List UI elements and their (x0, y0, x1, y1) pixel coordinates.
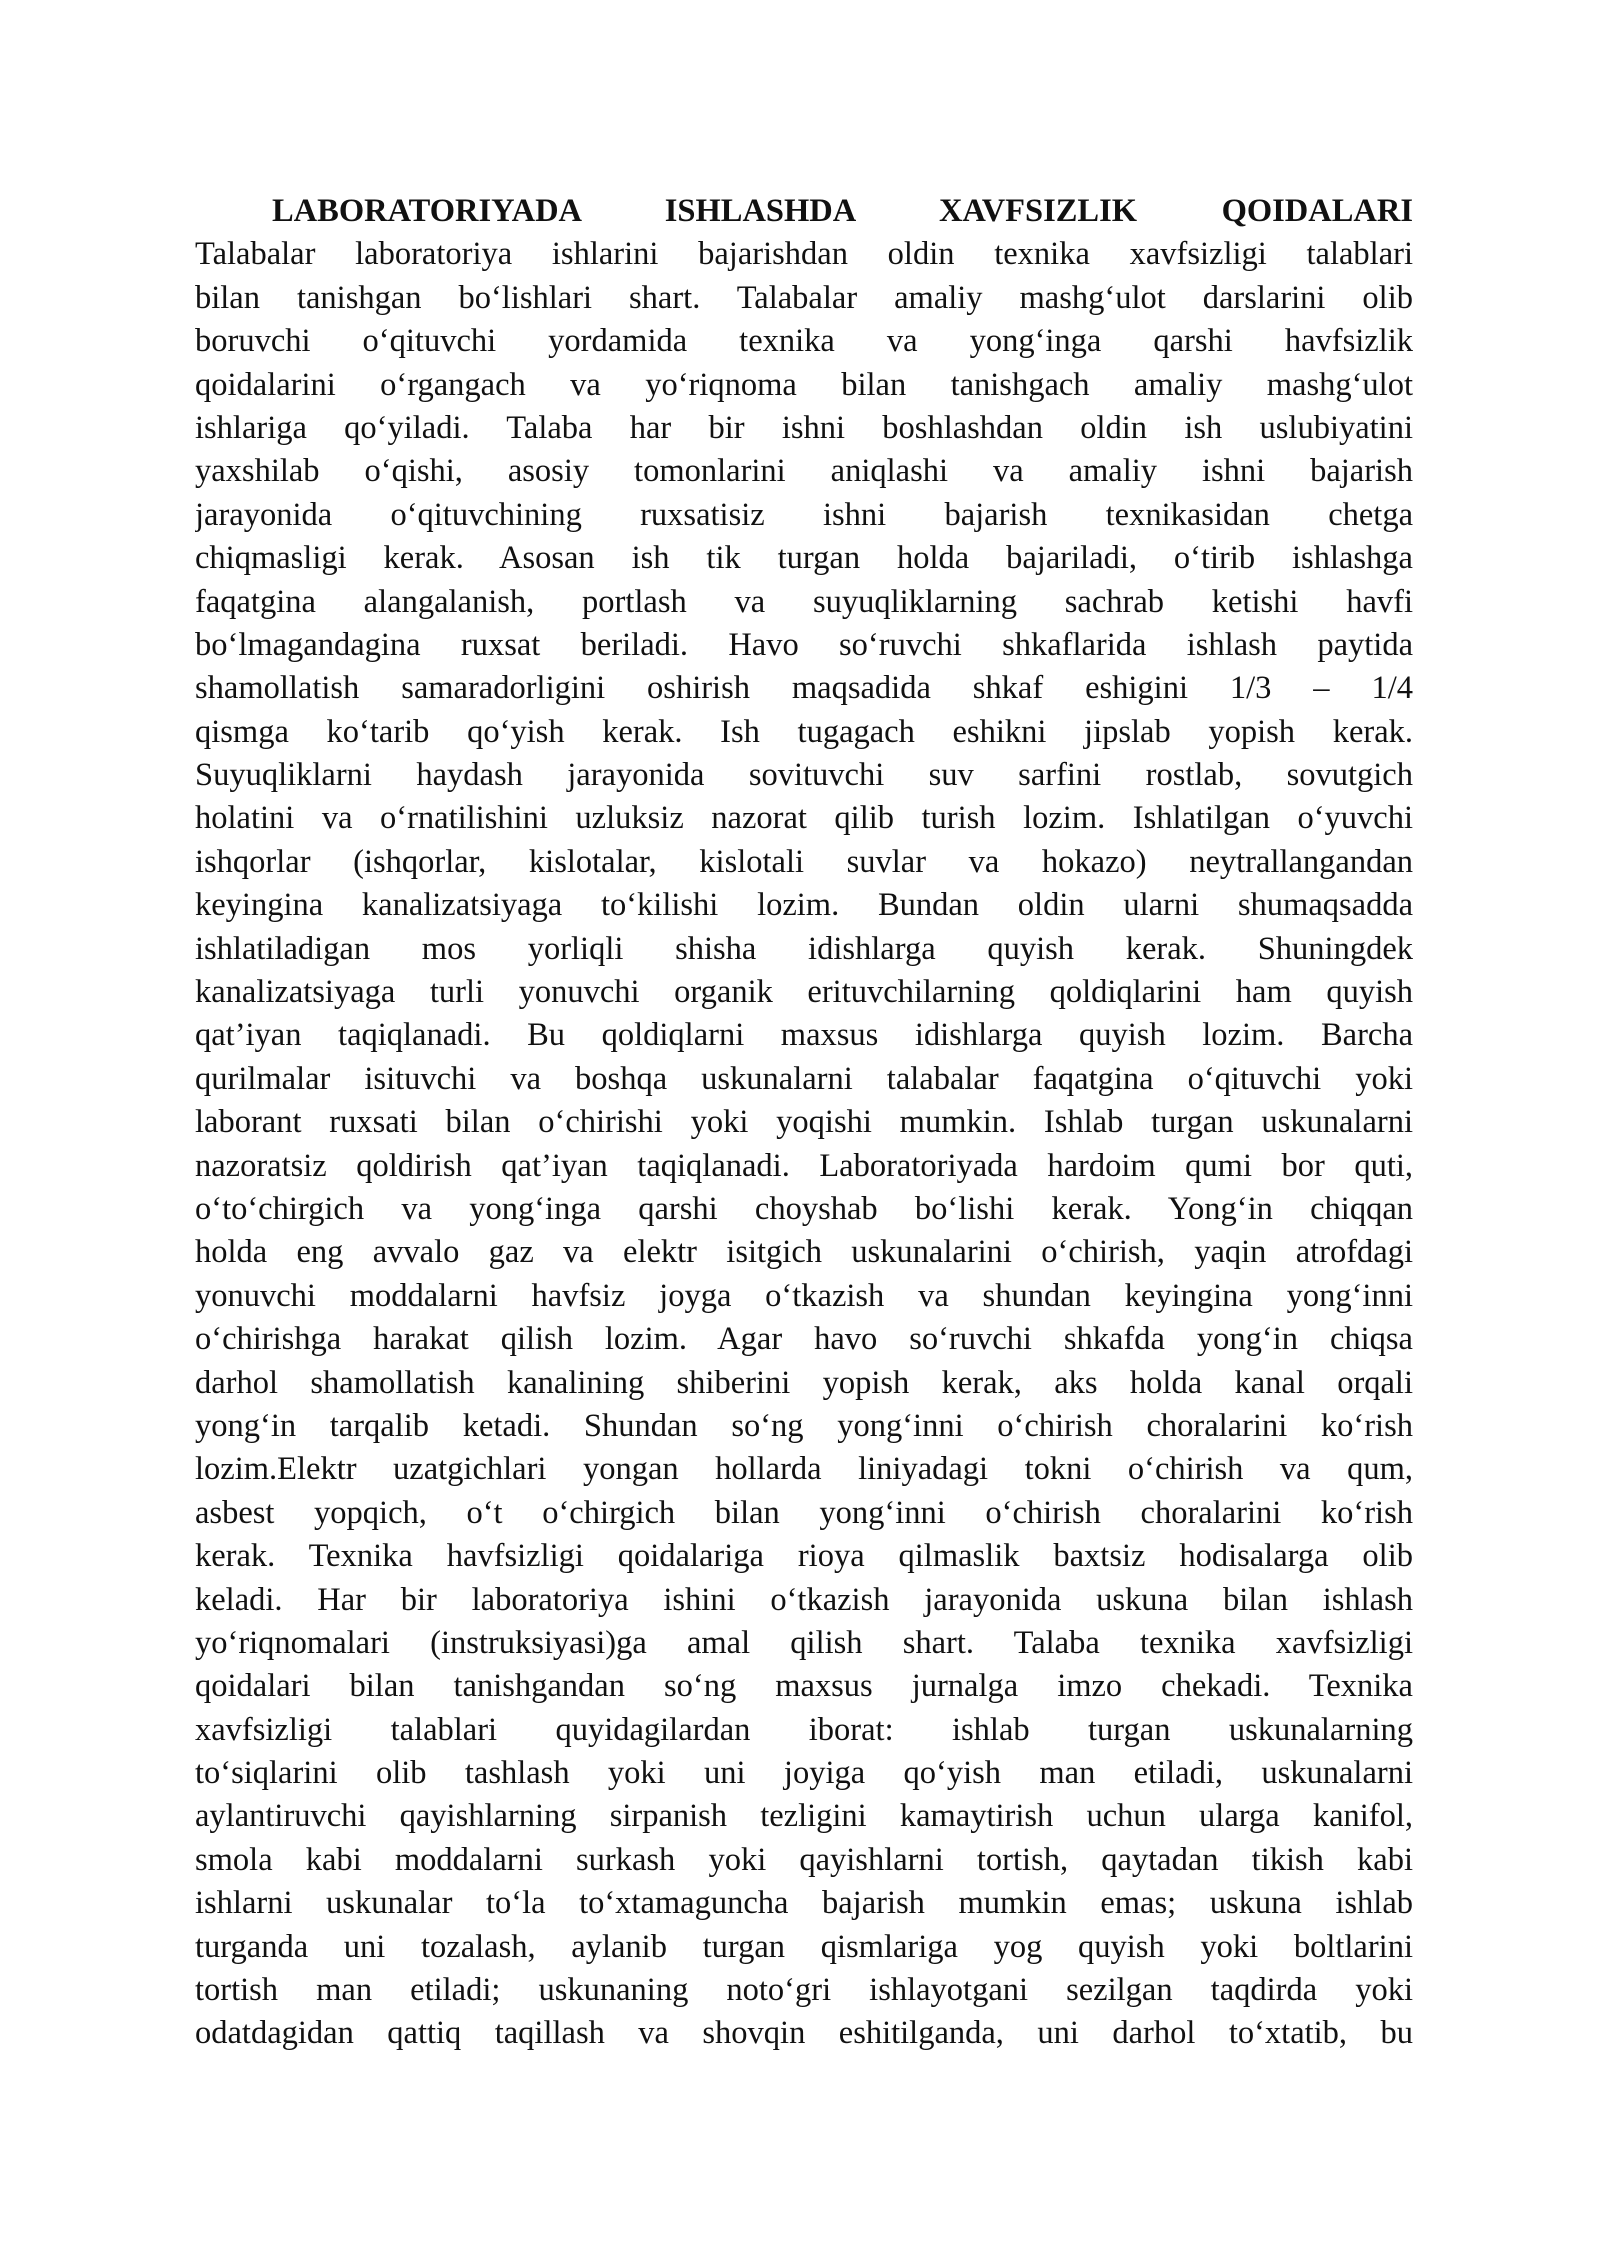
body-text-line: ishqorlar (ishqorlar, kislotalar, kislotali suvlar va hokazo) neytrallangandan (195, 843, 1413, 880)
body-text-line: keladi. Har bir laboratoriya ishini o‘tkazish jarayonida uskuna bilan ishlash (195, 1581, 1413, 1618)
body-text-line: jarayonida o‘qituvchining ruxsatisiz ishni bajarish texnikasidan chetga (195, 496, 1413, 533)
body-text-line: qismga ko‘tarib qo‘yish kerak. Ish tugagach eshikni jipslab yopish kerak. (195, 713, 1413, 750)
body-text-line: yaxshilab o‘qishi, asosiy tomonlarini aniqlashi va amaliy ishni bajarish (195, 453, 1413, 490)
body-text-line: o‘to‘chirgich va yong‘inga qarshi choyshab bo‘lishi kerak. Yong‘in chiqqan (195, 1190, 1413, 1227)
body-text-line: boruvchi o‘qituvchi yordamida texnika va yong‘inga qarshi havfsizlik (195, 323, 1413, 360)
body-text-line: qat’iyan taqiqlanadi. Bu qoldiqlarni maxsus idishlarga quyish lozim. Barcha (195, 1017, 1413, 1054)
body-text-line: yonuvchi moddalarni havfsiz joyga o‘tkazish va shundan keyingina yong‘inni (195, 1277, 1413, 1314)
body-text-line: Suyuqliklarni haydash jarayonida sovituvchi suv sarfini rostlab, sovutgich (195, 757, 1413, 794)
body-text-line: holatini va o‘rnatilishini uzluksiz nazorat qilib turish lozim. Ishlatilgan o‘yuvchi (195, 800, 1413, 837)
body-text-line: lozim.Elektr uzatgichlari yongan hollarda liniyadagi tokni o‘chirish va qum, (195, 1451, 1413, 1488)
body-text-line: chiqmasligi kerak. Asosan ish tik turgan holda bajariladi, o‘tirib ishlashga (195, 540, 1413, 577)
body-text-line: smola kabi moddalarni surkash yoki qayishlarni tortish, qaytadan tikish kabi (195, 1841, 1413, 1878)
body-text-line: faqatgina alangalanish, portlash va suyuqliklarning sachrab ketishi havfi (195, 583, 1413, 620)
body-text-line: laborant ruxsati bilan o‘chirishi yoki yoqishi mumkin. Ishlab turgan uskunalarni (195, 1104, 1413, 1141)
body-text-line: nazoratsiz qoldirish qat’iyan taqiqlanadi. Laboratoriyada hardoim qumi bor quti, (195, 1147, 1413, 1184)
body-text-line: ishlarni uskunalar to‘la to‘xtamaguncha bajarish mumkin emas; uskuna ishlab (195, 1885, 1413, 1922)
document-title: LABORATORIYADA ISHLASHDA XAVFSIZLIK QOIDALARI (272, 193, 1413, 229)
body-text-line: ishlatiladigan mos yorliqli shisha idishlarga quyish kerak. Shuningdek (195, 930, 1413, 967)
body-text-line: o‘chirishga harakat qilish lozim. Agar havo so‘ruvchi shkafda yong‘in chiqsa (195, 1321, 1413, 1358)
body-text-line: odatdagidan qattiq taqillash va shovqin eshitilganda, uni darhol to‘xtatib, bu (195, 2015, 1413, 2052)
body-text-line: holda eng avvalo gaz va elektr isitgich uskunalarini o‘chirish, yaqin atrofdagi (195, 1234, 1413, 1271)
body-text-line: ishlariga qo‘yiladi. Talaba har bir ishni boshlashdan oldin ish uslubiyatini (195, 409, 1413, 446)
body-text-line: turganda uni tozalash, aylanib turgan qismlariga yog quyish yoki boltlarini (195, 1928, 1413, 1965)
body-text-line: yong‘in tarqalib ketadi. Shundan so‘ng yong‘inni o‘chirish choralarini ko‘rish (195, 1407, 1413, 1444)
document-text-block (195, 190, 1413, 2056)
body-text-line: to‘siqlarini olib tashlash yoki uni joyiga qo‘yish man etiladi, uskunalarni (195, 1755, 1413, 1792)
body-text-line: bilan tanishgan bo‘lishlari shart. Talabalar amaliy mashg‘ulot darslarini olib (195, 279, 1413, 316)
body-text-line: bo‘lmagandagina ruxsat beriladi. Havo so‘ruvchi shkaflarida ishlash paytida (195, 626, 1413, 663)
body-text-line: darhol shamollatish kanalining shiberini yopish kerak, aks holda kanal orqali (195, 1364, 1413, 1401)
body-text-line: keyingina kanalizatsiyaga to‘kilishi lozim. Bundan oldin ularni shumaqsadda (195, 887, 1413, 924)
document-body (195, 233, 1413, 2055)
body-text-line: qoidalarini o‘rgangach va yo‘riqnoma bilan tanishgach amaliy mashg‘ulot (195, 366, 1413, 403)
body-text-line: kerak. Texnika havfsizligi qoidalariga rioya qilmaslik baxtsiz hodisalarga olib (195, 1538, 1413, 1575)
body-text-line: yo‘riqnomalari (instruksiyasi)ga amal qilish shart. Talaba texnika xavfsizligi (195, 1624, 1413, 1661)
body-text-line: shamollatish samaradorligini oshirish maqsadida shkaf eshigini 1/3 – 1/4 (195, 670, 1413, 707)
body-text-line: xavfsizligi talablari quyidagilardan iborat: ishlab turgan uskunalarning (195, 1711, 1413, 1748)
body-text-line: Talabalar laboratoriya ishlarini bajarishdan oldin texnika xavfsizligi talablari (195, 236, 1413, 273)
body-text-line: kanalizatsiyaga turli yonuvchi organik erituvchilarning qoldiqlarini ham quyish (195, 974, 1413, 1011)
body-text-line: qoidalari bilan tanishgandan so‘ng maxsus jurnalga imzo chekadi. Texnika (195, 1668, 1413, 1705)
body-text-line: qurilmalar isituvchi va boshqa uskunalarni talabalar faqatgina o‘qituvchi yoki (195, 1060, 1413, 1097)
body-text-line: tortish man etiladi; uskunaning noto‘gri ishlayotgani sezilgan taqdirda yoki (195, 1972, 1413, 2009)
body-text-line: asbest yopqich, o‘t o‘chirgich bilan yong‘inni o‘chirish choralarini ko‘rish (195, 1494, 1413, 1531)
body-text-line: aylantiruvchi qayishlarning sirpanish tezligini kamaytirish uchun ularga kanifol, (195, 1798, 1413, 1835)
